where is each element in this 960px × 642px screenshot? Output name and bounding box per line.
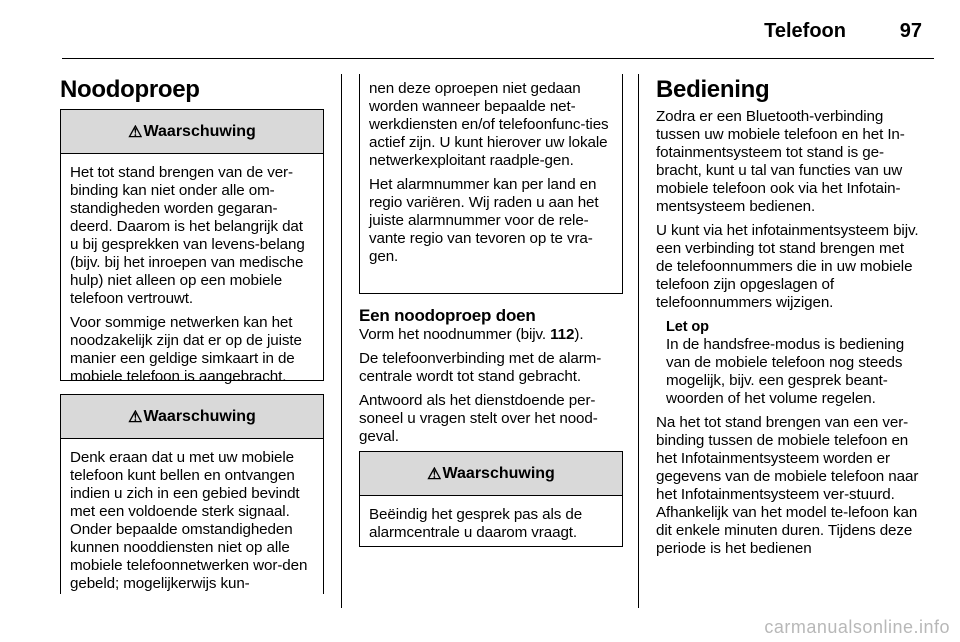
warning-text: Voor sommige netwerken kan het noodzakelijk zijn dat er op de juiste manier een geldige simkaart in de mobiele telefoon is aangebracht. (70, 314, 302, 385)
warning-header (61, 110, 323, 154)
note-block (666, 318, 924, 408)
section-heading-bediening: Bediening (656, 76, 770, 103)
paragraph: Antwoord als het dienstdoende per-soneel u vragen stelt over het nood-geval. (359, 392, 598, 445)
note-text: In de handsfree-modus is bediening van de mobiele telefoon nog steeds mogelijk, bijv. een gesprek beant-woorden of het volume regelen. (666, 336, 905, 407)
warning-triangle-icon: ⚠ (427, 465, 442, 483)
paragraph: De telefoonverbinding met de alarm-centrale wordt tot stand gebracht. (359, 350, 602, 385)
warning-header (360, 452, 622, 496)
text-block-col2 (359, 326, 623, 452)
warning-triangle-icon: ⚠ (128, 408, 143, 426)
warning-box-3 (359, 451, 623, 547)
page-number: 97 (899, 20, 922, 42)
emergency-number: 112 (550, 326, 575, 343)
note-title: Let op (666, 319, 709, 335)
paragraph: U kunt via het infotainmentsysteem bijv. een verbinding tot stand brengen met de telefoonnummers die in uw mobiele telefoon zijn opgeslagen of telefoonnummers wijzigen. (656, 222, 919, 311)
subheading-noodoproep-doen: Een noodoproep doen (359, 306, 536, 325)
warning-text: Het alarmnummer kan per land en regio variëren. Wij raden u aan het juiste alarmnummer voor de rele-vante regio van tevoren op te vra-gen. (369, 176, 599, 265)
warning-text: nen deze oproepen niet gedaan worden wanneer bepaalde net-werkdiensten en/of telefoonfunc-ties actief zijn. U kunt hierover uw lokale netwerkexploitant raadple-gen. (369, 80, 609, 169)
header-rule (62, 58, 934, 59)
warning-body (61, 439, 323, 605)
paragraph: Vorm het noodnummer (bijv. 112). (359, 326, 584, 343)
paragraph: Na het tot stand brengen van een ver-binding tussen de mobiele telefoon en het Infotainmentsysteem worden er gegevens van de mobiele telefoon naar het Infotainmentsysteem ver-stuurd. Afhankelijk van het model te-lefoon kan dit enkele minuten duren. Tijdens deze periode is het bedienen (656, 414, 919, 557)
warning-box-continued (359, 74, 623, 294)
warning-box-2 (60, 394, 324, 594)
watermark: carmanualsonline.info (764, 617, 950, 637)
warning-body (360, 74, 622, 278)
warning-text: Het tot stand brengen van de ver-binding kan niet onder alle om-standigheden worden gegaran-deerd. Daarom is het belangrijk dat u bij gesprekken van levens-belang (bijv. bij het inroepen van medische hulp) niet alleen op een mobiele telefoon vertrouwt. (70, 164, 305, 307)
warning-label: Waarschuwing (143, 407, 256, 425)
warning-label: Waarschuwing (143, 122, 256, 140)
section-heading-noodoproep: Noodoproep (60, 76, 200, 103)
warning-body (61, 154, 323, 398)
warning-header (61, 395, 323, 439)
text-block-col3 (656, 108, 924, 564)
column-divider-2 (638, 74, 639, 608)
page-header (62, 0, 934, 56)
warning-label: Waarschuwing (442, 464, 555, 482)
warning-text: Beëindig het gesprek pas als de alarmcentrale u daarom vraagt. (369, 506, 583, 541)
warning-box-1 (60, 109, 324, 385)
paragraph: Zodra er een Bluetooth-verbinding tussen uw mobiele telefoon en het In-fotainmentsysteem tot stand is ge-bracht, kunt u tal van functies van uw mobiele telefoon ook via het Infotain-mentsysteem bedienen. (656, 108, 905, 215)
header-title: Telefoon (764, 20, 846, 42)
column-divider-1 (341, 74, 342, 608)
warning-text: Denk eraan dat u met uw mobiele telefoon kunt bellen en ontvangen indien u zich in een gebied bevindt met een voldoende sterk signaal. Onder bepaalde omstandigheden kunnen nooddiensten niet op alle mobiele telefoonnetwerken wor-den gebeld; mogelijkerwijs kun- (70, 449, 308, 592)
warning-body (360, 496, 622, 554)
warning-triangle-icon: ⚠ (128, 123, 143, 141)
